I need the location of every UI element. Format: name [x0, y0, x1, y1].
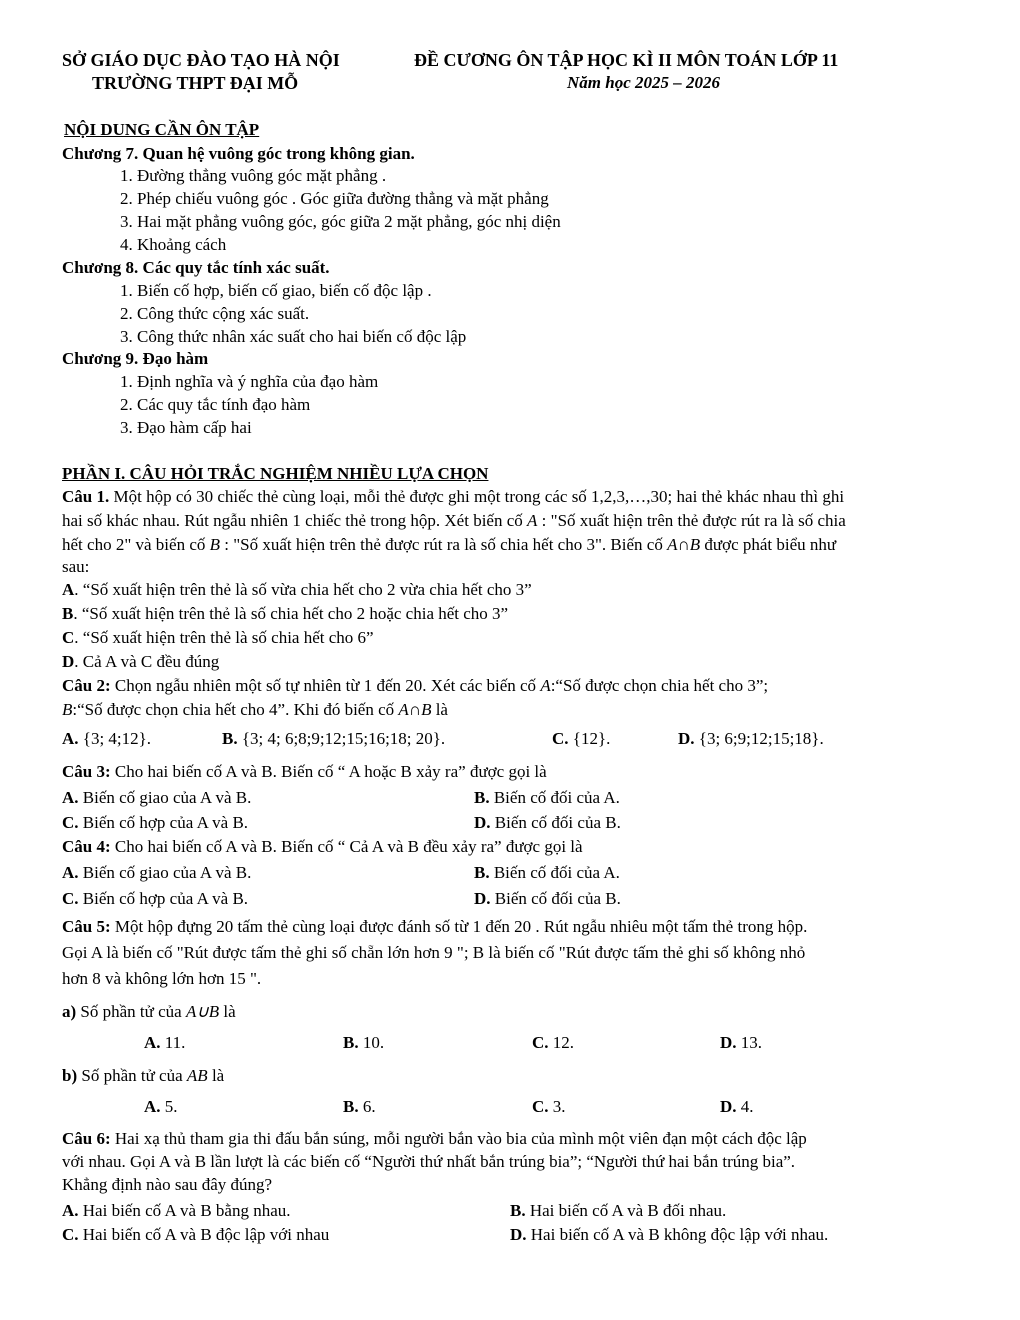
answer-option — [144, 1097, 178, 1117]
answer-option — [62, 889, 248, 909]
option-key: B — [62, 604, 74, 623]
answer-option — [343, 1033, 384, 1053]
answer-option — [62, 1201, 291, 1221]
option-key: C. — [62, 813, 79, 832]
question-text: Một hộp có 30 chiếc thẻ cùng loại, mỗi thẻ được ghi một trong các số 1,2,3,…,30; hai thẻ khác nhau thì ghi — [109, 487, 845, 506]
option-text: . “Số xuất hiện trên thẻ là số chia hết cho 2 hoặc chia hết cho 3” — [73, 604, 509, 623]
answer-option — [62, 580, 532, 600]
question-text: là — [219, 1002, 236, 1021]
chapter-7-item: 4. Khoảng cách — [120, 235, 227, 254]
option-text: Biến cố đối của A. — [489, 863, 620, 882]
option-key: D. — [720, 1033, 737, 1052]
math-variable: B — [209, 535, 221, 554]
option-text: Hai biến cố A và B độc lập với nhau — [78, 1225, 330, 1244]
question-text: được phát biểu như — [700, 535, 837, 554]
option-text: Biến cố đối của B. — [490, 813, 621, 832]
option-key: C. — [532, 1033, 549, 1052]
option-text: {3; 4;12}. — [82, 729, 152, 748]
question-text: Số phần tử của — [77, 1066, 187, 1085]
option-text: 3. — [548, 1097, 566, 1116]
question-6-line: Khẳng định nào sau đây đúng? — [62, 1175, 273, 1194]
answer-option — [720, 1097, 754, 1117]
question-text: là — [431, 700, 448, 719]
answer-option — [474, 813, 621, 833]
question-2-line — [62, 676, 768, 696]
chapter-9-item: 2. Các quy tắc tính đạo hàm — [120, 395, 311, 414]
answer-option — [62, 788, 251, 808]
option-key: C. — [552, 729, 569, 748]
question-text: Số phần tử của — [76, 1002, 186, 1021]
option-key: D. — [720, 1097, 737, 1116]
chapter-7-title: Chương 7. Quan hệ vuông góc trong không gian. — [62, 144, 415, 163]
department-name: SỞ GIÁO DỤC ĐÀO TẠO HÀ NỘI — [62, 50, 340, 70]
option-key: B. — [222, 729, 238, 748]
math-variable: B — [62, 700, 73, 719]
question-6-label: Câu 6: — [62, 1129, 111, 1148]
question-text: Cho hai biến cố A và B. Biến cố “ Cả A và B đều xảy ra” được gọi là — [110, 837, 583, 856]
chapter-7-item: 1. Đường thẳng vuông góc mặt phẳng . — [120, 166, 387, 185]
answer-option — [510, 1201, 726, 1221]
question-text: : "Số xuất hiện trên thẻ được rút ra là số chia hết cho 3". Biến cố — [220, 535, 668, 554]
option-text: 5. — [160, 1097, 178, 1116]
option-key: A. — [62, 788, 79, 807]
subquestion-label: a) — [62, 1002, 77, 1021]
option-key: B. — [510, 1201, 526, 1220]
answer-option — [510, 1225, 828, 1245]
question-text: hai số khác nhau. Rút ngẫu nhiên 1 chiếc thẻ trong hộp. Xét biến cố — [62, 511, 528, 530]
answer-option — [144, 1033, 185, 1053]
option-text: Biến cố hợp của A và B. — [78, 889, 249, 908]
option-key: D — [62, 652, 75, 671]
math-expression: A∩B — [667, 535, 701, 554]
option-key: A — [62, 580, 75, 599]
question-5-label: Câu 5: — [62, 917, 111, 936]
answer-option — [474, 889, 621, 909]
option-key: D. — [510, 1225, 527, 1244]
math-variable: A — [540, 676, 551, 695]
question-text: Hai xạ thủ tham gia thi đấu bắn súng, mỗi người bắn vào bia của mình một viên đạn một cách độc lập — [110, 1129, 807, 1148]
option-key: D. — [678, 729, 695, 748]
option-key: D. — [474, 813, 491, 832]
question-2-line — [62, 700, 448, 720]
answer-option — [222, 729, 445, 749]
option-text: . “Số xuất hiện trên thẻ là số vừa chia hết cho 2 vừa chia hết cho 3” — [74, 580, 532, 599]
option-text: Biến cố đối của B. — [490, 889, 621, 908]
math-expression: A∩B — [398, 700, 432, 719]
question-1-line — [62, 511, 846, 531]
answer-option — [62, 813, 248, 833]
document-title: ĐỀ CƯƠNG ÔN TẬP HỌC KÌ II MÔN TOÁN LỚP 11 — [414, 50, 839, 70]
question-2-label: Câu 2: — [62, 676, 111, 695]
question-1-line — [62, 535, 836, 555]
chapter-9-title: Chương 9. Đạo hàm — [62, 349, 209, 368]
option-text: Biến cố giao của A và B. — [78, 788, 252, 807]
part1-title: PHẦN I. CÂU HỎI TRẮC NGHIỆM NHIỀU LỰA CHỌN — [62, 464, 489, 483]
question-text: là — [207, 1066, 225, 1085]
option-text: . Cả A và C đều đúng — [74, 652, 220, 671]
option-key: B. — [474, 788, 490, 807]
answer-option — [62, 1225, 329, 1245]
option-text: . “Số xuất hiện trên thẻ là số chia hết cho 6” — [74, 628, 374, 647]
option-text: 11. — [160, 1033, 186, 1052]
question-5-line — [62, 917, 807, 937]
answer-option — [532, 1033, 574, 1053]
option-text: Hai biến cố A và B đối nhau. — [525, 1201, 727, 1220]
chapter-9-item: 1. Định nghĩa và ý nghĩa của đạo hàm — [120, 372, 379, 391]
option-key: B. — [343, 1097, 359, 1116]
question-text: Cho hai biến cố A và B. Biến cố “ A hoặc B xảy ra” được gọi là — [110, 762, 547, 781]
option-text: 10. — [358, 1033, 385, 1052]
option-key: C. — [532, 1097, 549, 1116]
math-variable: A — [527, 511, 538, 530]
option-key: B. — [343, 1033, 359, 1052]
answer-option — [62, 652, 219, 672]
chapter-7-item: 2. Phép chiếu vuông góc . Góc giữa đường thẳng và mặt phẳng — [120, 189, 549, 208]
question-5-line: hơn 8 và không lớn hơn 15 ". — [62, 969, 262, 988]
question-5a-line — [62, 1002, 236, 1022]
answer-option — [474, 863, 620, 883]
chapter-8-item: 2. Công thức cộng xác suất. — [120, 304, 310, 323]
option-text: {3; 4; 6;8;9;12;15;16;18; 20}. — [241, 729, 446, 748]
question-5b-line — [62, 1066, 224, 1086]
chapter-9-item: 3. Đạo hàm cấp hai — [120, 418, 252, 437]
question-6-line: với nhau. Gọi A và B lần lượt là các biến cố “Người thứ nhất bắn trúng bia”; “Người thứ hai bắn trúng bia”. — [62, 1152, 796, 1171]
question-4-line — [62, 837, 583, 857]
question-text: :“Số được chọn chia hết cho 4”. Khi đó biến cố — [72, 700, 399, 719]
option-key: C. — [62, 889, 79, 908]
question-3-label: Câu 3: — [62, 762, 111, 781]
question-1-line: sau: — [62, 557, 90, 576]
option-key: A. — [62, 729, 79, 748]
option-text: Hai biến cố A và B bằng nhau. — [78, 1201, 291, 1220]
answer-option — [552, 729, 610, 749]
option-key: C — [62, 628, 75, 647]
question-5-line: Gọi A là biến cố "Rút được tấm thẻ ghi số chẵn lớn hơn 9 "; B là biến cố "Rút được tấm thẻ ghi số không nhỏ — [62, 943, 806, 962]
answer-option — [343, 1097, 376, 1117]
chapter-8-item: 3. Công thức nhân xác suất cho hai biến cố độc lập — [120, 327, 467, 346]
option-key: D. — [474, 889, 491, 908]
option-key: C. — [62, 1225, 79, 1244]
option-text: {12}. — [572, 729, 611, 748]
question-4-label: Câu 4: — [62, 837, 111, 856]
option-text: 4. — [736, 1097, 754, 1116]
option-text: Biến cố giao của A và B. — [78, 863, 252, 882]
answer-option — [62, 863, 251, 883]
subquestion-label: b) — [62, 1066, 78, 1085]
option-text: 12. — [548, 1033, 575, 1052]
question-text: Chọn ngẫu nhiên một số tự nhiên từ 1 đến 20. Xét các biến cố — [110, 676, 541, 695]
answer-option — [62, 729, 151, 749]
question-text: hết cho 2" và biến cố — [62, 535, 210, 554]
review-title: NỘI DUNG CẦN ÔN TẬP — [64, 120, 260, 139]
answer-option — [474, 788, 620, 808]
chapter-7-item: 3. Hai mặt phẳng vuông góc, góc giữa 2 mặt phẳng, góc nhị diện — [120, 212, 561, 231]
option-text: {3; 6;9;12;15;18}. — [698, 729, 824, 748]
chapter-8-item: 1. Biến cố hợp, biến cố giao, biến cố độc lập . — [120, 281, 432, 300]
question-3-line — [62, 762, 547, 782]
question-text: Một hộp đựng 20 tấm thẻ cùng loại được đánh số từ 1 đến 20 . Rút ngẫu nhiêu một tấm thẻ trong hộp. — [110, 917, 808, 936]
option-key: A. — [62, 863, 79, 882]
answer-option — [62, 628, 374, 648]
question-text: :“Số được chọn chia hết cho 3”; — [550, 676, 769, 695]
option-text: Biến cố đối của A. — [489, 788, 620, 807]
answer-option — [678, 729, 824, 749]
answer-option — [62, 604, 508, 624]
question-6-line — [62, 1129, 807, 1149]
option-text: 6. — [358, 1097, 376, 1116]
question-1-label: Câu 1. — [62, 487, 110, 506]
option-key: A. — [144, 1033, 161, 1052]
option-text: 13. — [736, 1033, 763, 1052]
option-text: Biến cố hợp của A và B. — [78, 813, 249, 832]
answer-option — [532, 1097, 566, 1117]
option-key: B. — [474, 863, 490, 882]
option-text: Hai biến cố A và B không độc lập với nhau. — [526, 1225, 829, 1244]
math-expression: A∪B — [185, 1002, 220, 1021]
math-expression: AB — [186, 1066, 208, 1085]
option-key: A. — [144, 1097, 161, 1116]
school-year: Năm học 2025 – 2026 — [567, 73, 720, 92]
school-name: TRƯỜNG THPT ĐẠI MỖ — [92, 73, 299, 93]
option-key: A. — [62, 1201, 79, 1220]
question-text: : "Số xuất hiện trên thẻ được rút ra là số chia — [537, 511, 846, 530]
answer-option — [720, 1033, 762, 1053]
chapter-8-title: Chương 8. Các quy tắc tính xác suất. — [62, 258, 330, 277]
question-1-line — [62, 487, 844, 507]
